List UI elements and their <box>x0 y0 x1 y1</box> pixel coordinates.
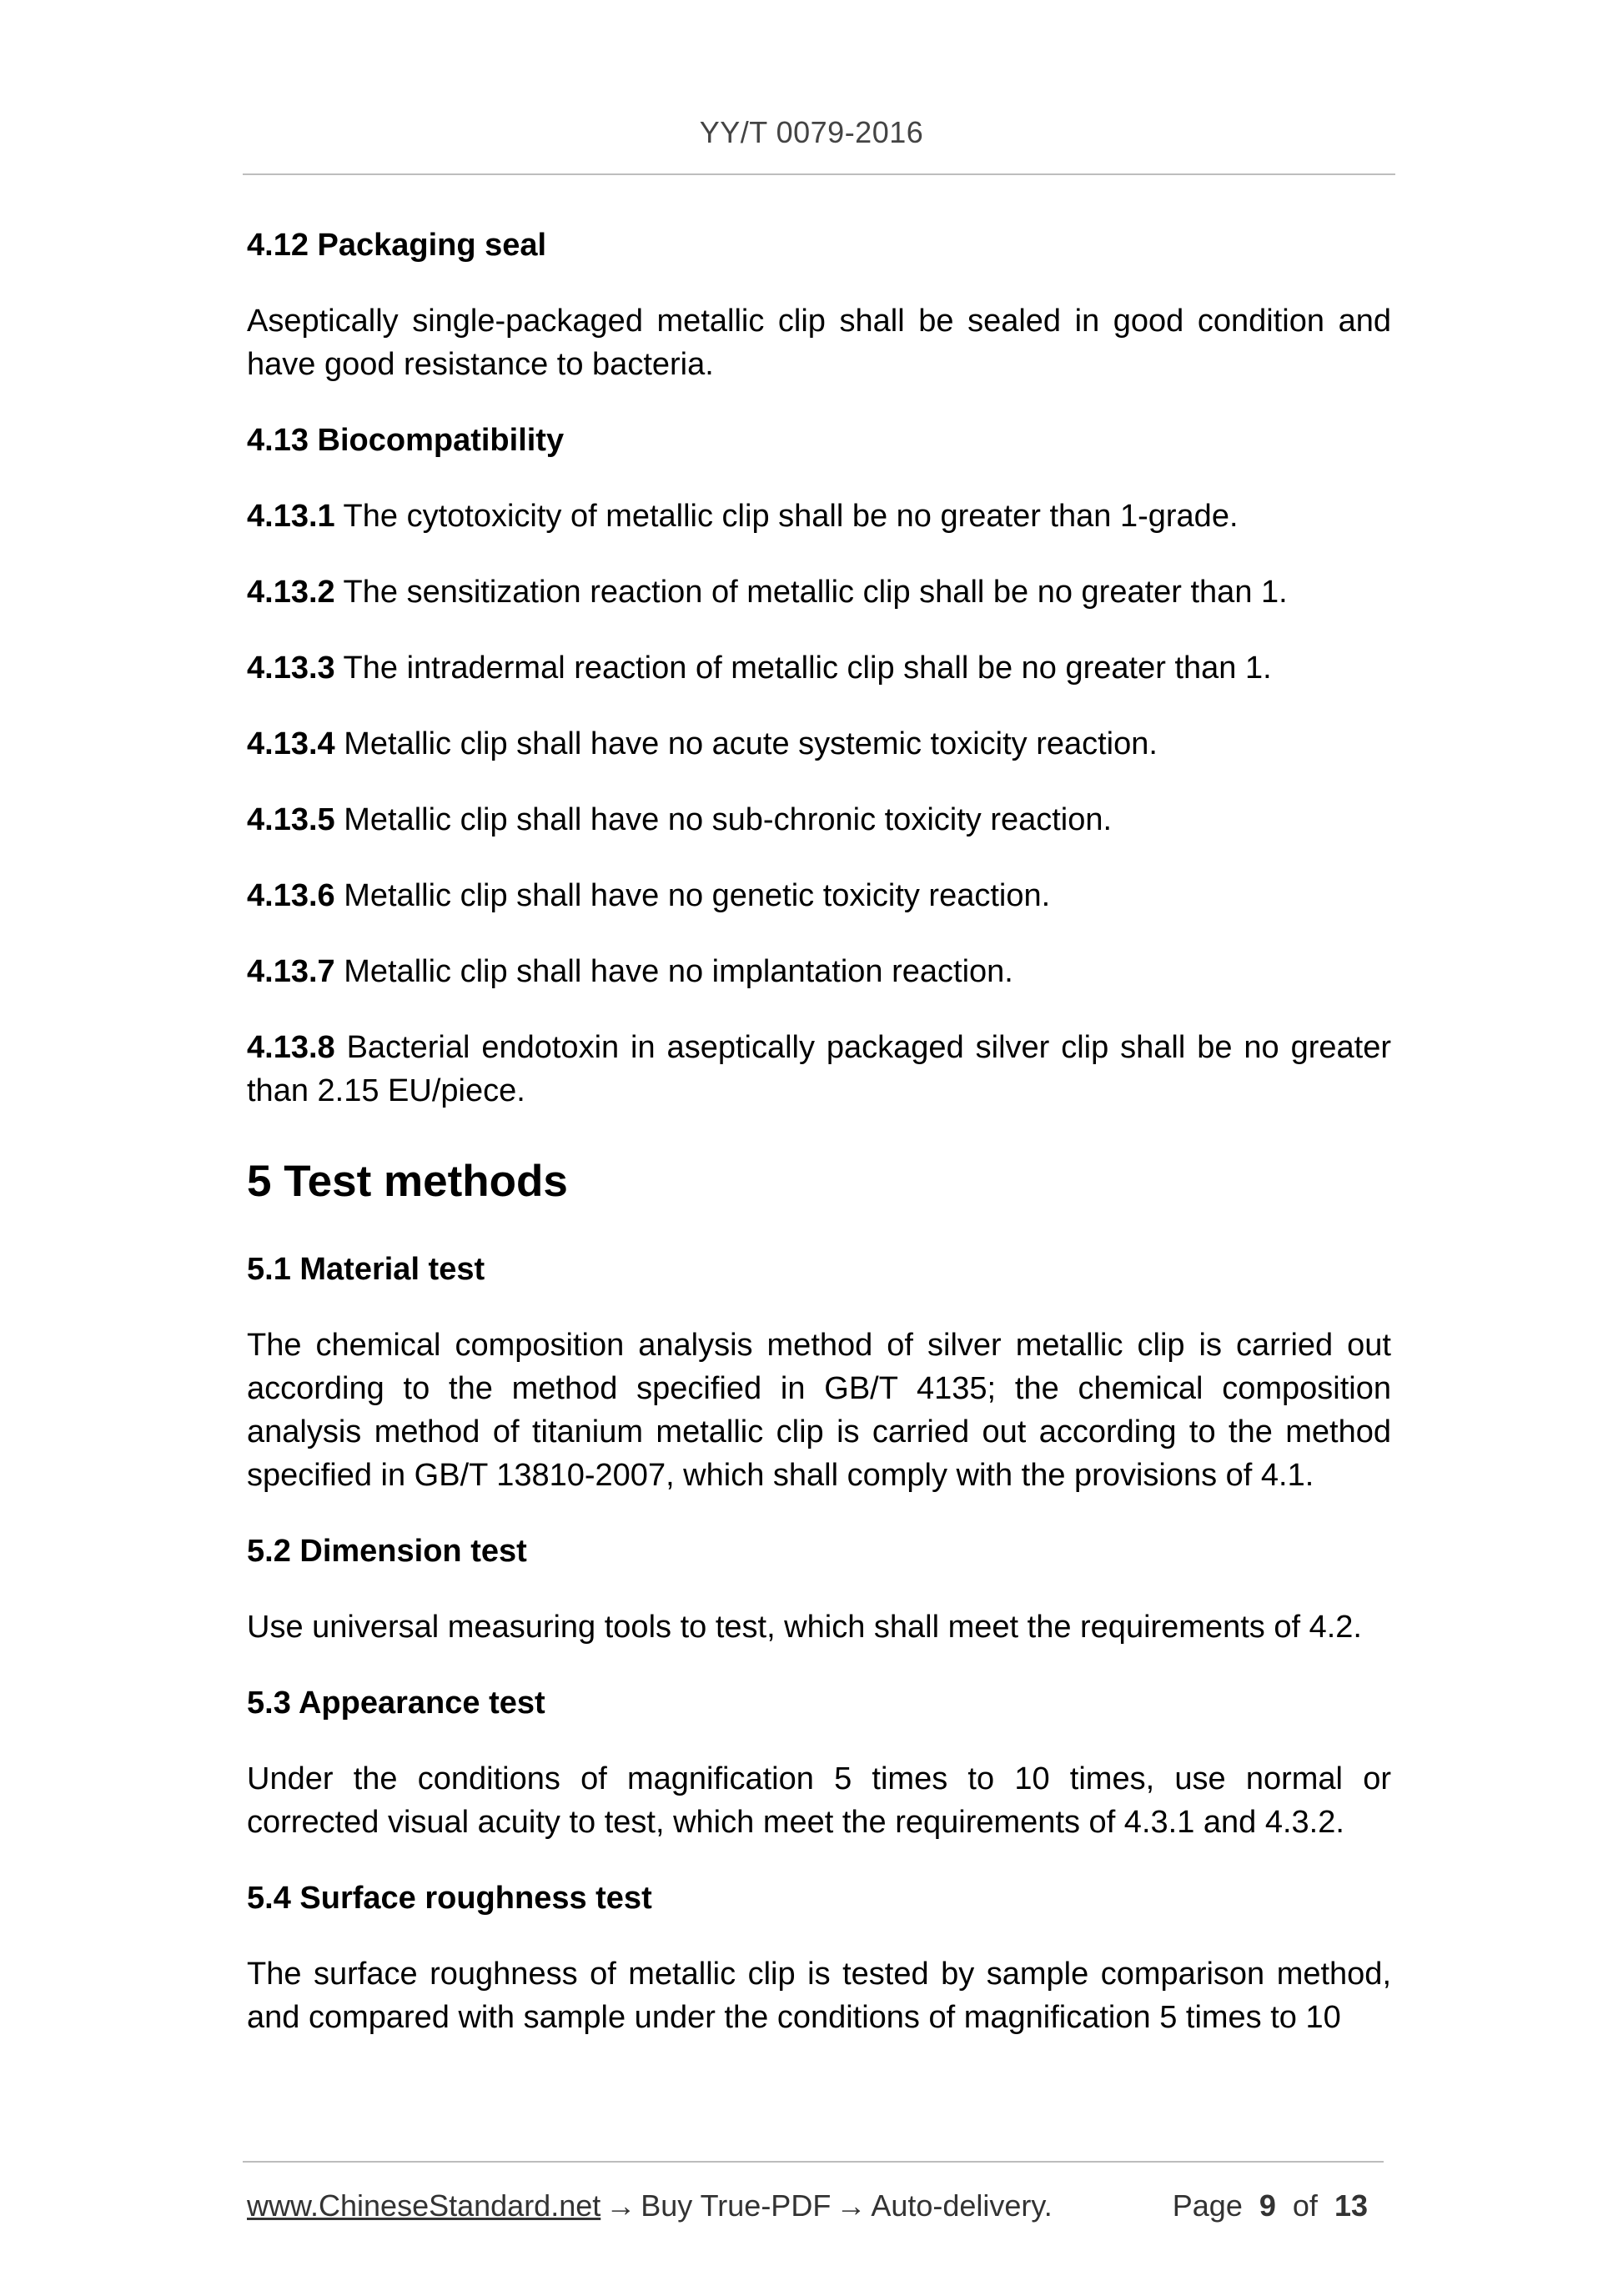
clause-number: 4.13.1 <box>247 499 335 534</box>
arrow-right-icon: → <box>605 2188 636 2223</box>
clause-4-13-1 <box>247 495 1391 538</box>
clause-text: Metallic clip shall have no implantation reaction. <box>334 954 1013 989</box>
clause-number: 4.13.5 <box>247 802 335 837</box>
clause-number: 4.13.4 <box>247 726 335 761</box>
page-label: Page <box>1172 2188 1243 2223</box>
clause-4-13-4 <box>247 722 1391 766</box>
page-content <box>247 224 1391 2072</box>
header-divider <box>243 173 1395 175</box>
clause-4-13-6 <box>247 874 1391 917</box>
clause-text: Metallic clip shall have no genetic toxicity reaction. <box>334 878 1051 913</box>
clause-4-13-2 <box>247 570 1391 614</box>
clause-4-13-3 <box>247 646 1391 690</box>
heading-4-13: 4.13 Biocompatibility <box>247 423 565 458</box>
clause-text: The sensitization reaction of metallic clip shall be no greater than 1. <box>334 575 1288 610</box>
heading-4-12: 4.12 Packaging seal <box>247 228 547 263</box>
paragraph-4-12: Aseptically single-packaged metallic clip shall be sealed in good condition and have good resistance to bacteria. <box>247 304 1391 382</box>
clause-text: Metallic clip shall have no sub-chronic toxicity reaction. <box>334 802 1113 837</box>
heading-5-2: 5.2 Dimension test <box>247 1534 527 1569</box>
heading-5: 5 Test methods <box>247 1157 568 1206</box>
clause-number: 4.13.6 <box>247 878 335 913</box>
page-number: 9 <box>1259 2188 1276 2223</box>
website-link[interactable]: www.ChineseStandard.net <box>247 2188 601 2223</box>
paragraph-5-3: Under the conditions of magnification 5 times to 10 times, use normal or corrected visual acuity to test, which meet the requirements of 4.3.1 and 4.3.2. <box>247 1761 1391 1840</box>
arrow-right-icon: → <box>836 2188 867 2223</box>
footer-divider <box>243 2161 1384 2163</box>
clause-4-13-8 <box>247 1026 1391 1113</box>
clause-text: Bacterial endotoxin in aseptically packaged silver clip shall be no greater than 2.15 EU/piece. <box>247 1030 1391 1108</box>
clause-text: Metallic clip shall have no acute systemic toxicity reaction. <box>334 726 1158 761</box>
heading-5-1: 5.1 Material test <box>247 1252 485 1287</box>
heading-5-4: 5.4 Surface roughness test <box>247 1881 652 1916</box>
page-indicator <box>1173 2188 1368 2223</box>
total-pages: 13 <box>1334 2188 1368 2223</box>
clause-number: 4.13.3 <box>247 651 335 686</box>
buy-true-pdf-text: Buy True-PDF <box>641 2188 832 2223</box>
auto-delivery-text: Auto-delivery. <box>871 2188 1053 2223</box>
clause-number: 4.13.7 <box>247 954 335 989</box>
clause-text: The cytotoxicity of metallic clip shall be no greater than 1-grade. <box>334 499 1239 534</box>
paragraph-5-2: Use universal measuring tools to test, which shall meet the requirements of 4.2. <box>247 1610 1362 1645</box>
document-code: YY/T 0079-2016 <box>699 115 924 149</box>
of-label: of <box>1292 2188 1318 2223</box>
clause-4-13-5 <box>247 798 1391 842</box>
paragraph-5-4: The surface roughness of metallic clip is tested by sample comparison method, and compared with sample under the conditions of magnification 5 times to 10 <box>247 1957 1391 2035</box>
paragraph-5-1: The chemical composition analysis method of silver metallic clip is carried out according to the method specified in GB/T 4135; the chemical composition analysis method of titanium metallic clip is carried out according to the method specified in GB/T 13810-2007, which shall comply with the provisions of 4.1. <box>247 1328 1391 1493</box>
clause-number: 4.13.8 <box>247 1030 335 1065</box>
clause-4-13-7 <box>247 950 1391 993</box>
clause-number: 4.13.2 <box>247 575 335 610</box>
clause-text: The intradermal reaction of metallic clip shall be no greater than 1. <box>334 651 1272 686</box>
footer-promo <box>247 2188 1053 2223</box>
heading-5-3: 5.3 Appearance test <box>247 1686 545 1721</box>
page-footer <box>247 2188 1391 2230</box>
